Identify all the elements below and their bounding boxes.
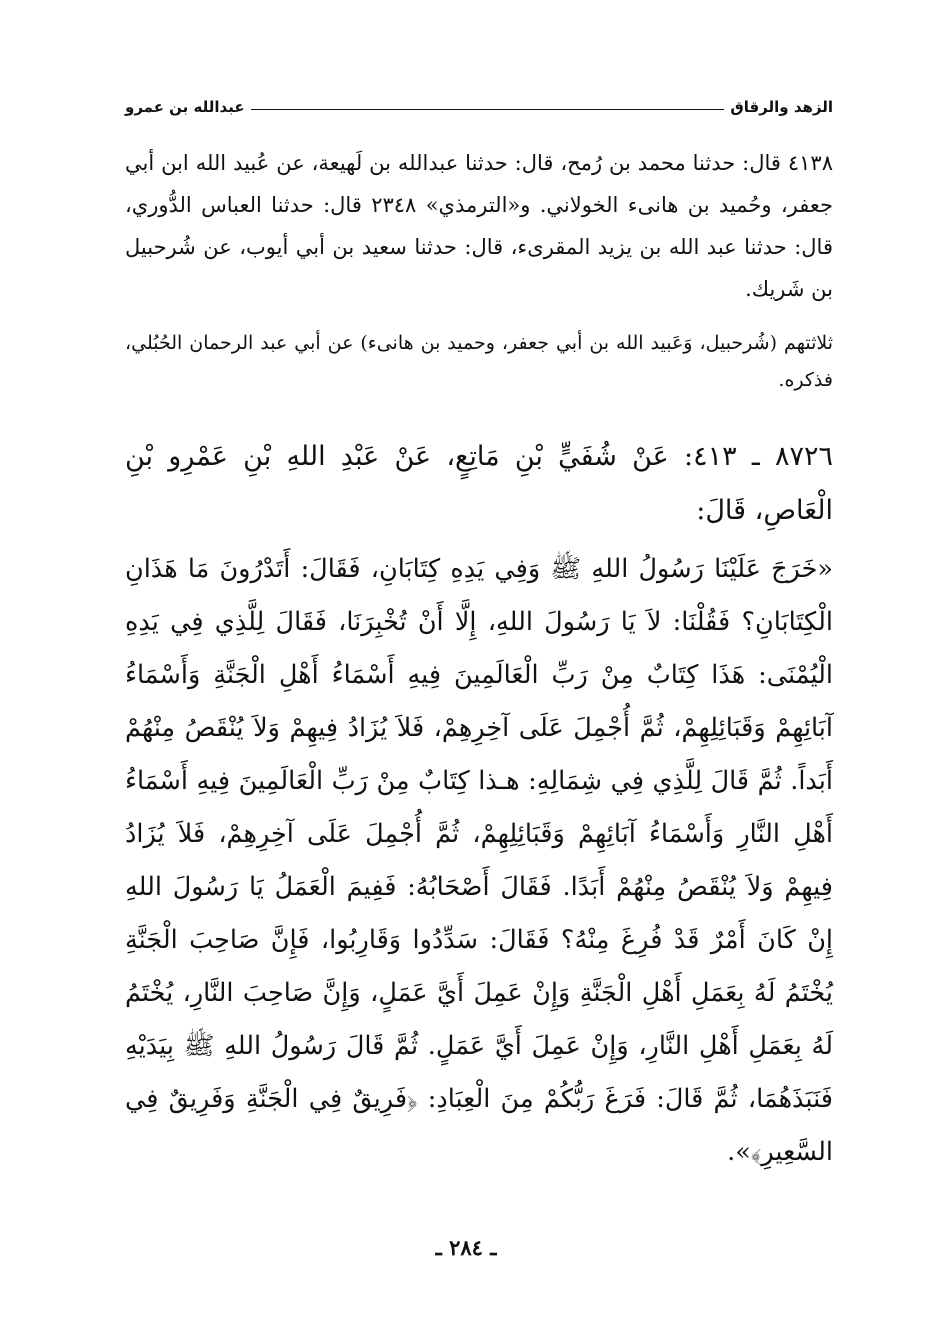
isnad-note-paragraph	[125, 325, 833, 399]
running-header	[125, 88, 833, 116]
header-chapter-title: الزهد والرقاق	[730, 98, 833, 116]
hadith-body-text: «خَرَجَ عَلَيْنَا رَسُولُ اللهِ ﷺ وَفِي يَدِهِ كِتَابَانِ، فَقَالَ: أَتَدْرُونَ مَا هَذَانِ الْكِتَابَانِ؟ فَقُلْنَا: لاَ يَا رَسُولَ اللهِ، إِلَّا أَنْ تُخْبِرَنَا، فَقَالَ لِلَّذِي فِي يَدِهِ الْيُمْنَى: هَذَا كِتَابٌ مِنْ رَبِّ الْعَالَمِينَ فِيهِ أَسْمَاءُ أَهْلِ الْجَنَّةِ وَأَسْمَاءُ آبَائِهِمْ وَقَبَائِلِهِمْ، ثُمَّ أُجْمِلَ عَلَى آخِرِهِمْ، فَلاَ يُزَادُ فِيهِمْ وَلاَ يُنْقَصُ مِنْهُمْ أَبَداً. ثُمَّ قَالَ لِلَّذِي فِي شِمَالِهِ: هـذا كِتَابٌ مِنْ رَبِّ الْعَالَمِينَ فِيهِ أَسْمَاءُ أَهْلِ النَّارِ وَأَسْمَاءُ آبَائِهِمْ وَقَبَائِلِهِمْ، ثُمَّ أُجْمِلَ عَلَى آخِرِهِمْ، فَلاَ يُزَادُ فِيهِمْ وَلاَ يُنْقَصُ مِنْهُمْ أَبَدًا. فَقَالَ أَصْحَابُهُ: فَفِيمَ الْعَمَلُ يَا رَسُولَ اللهِ إِنْ كَانَ أَمْرٌ قَدْ فُرِغَ مِنْهُ؟ فَقَالَ: سَدِّدُوا وَقَارِبُوا، فَإِنَّ صَاحِبَ الْجَنَّةِ يُخْتَمُ لَهُ بِعَمَلِ أَهْلِ الْجَنَّةِ وَإِنْ عَمِلَ أَيَّ عَمَلٍ، وَإِنَّ صَاحِبَ النَّارِ، يُخْتَمُ لَهُ بِعَمَلِ أَهْلِ النَّارِ، وَإِنْ عَمِلَ أَيَّ عَمَلٍ. ثُمَّ قَالَ رَسُولُ اللهِ ﷺ بِيَدَيْهِ فَنَبَذَهُمَا، ثُمَّ قَالَ: فَرَغَ رَبُّكُمْ مِنَ الْعِبَادِ: ﴿فَرِيقٌ فِي الْجَنَّةِ وَفَرِيقٌ فِي السَّعِيرِ﴾».	[125, 554, 833, 1167]
header-section-title: عبدالله بن عمرو	[125, 98, 245, 116]
hadith-heading	[125, 430, 833, 538]
header-rule	[251, 109, 725, 110]
isnad-text: ٤١٣٨ قال: حدثنا محمد بن رُمح، قال: حدثنا عبدالله بن لَهيعة، عن عُبيد الله ابن أبي جعفر، وحُميد بن هانىء الخولاني. و«الترمذي» ٢٣٤٨ قال: حدثنا العباس الدُّوري، قال: حدثنا عبد الله بن يزيد المقرىء، قال: حدثنا سعيد بن أبي أيوب، عن شُرحبيل بن شَريك.	[125, 151, 833, 301]
isnad-paragraph	[125, 142, 833, 310]
hadith-body	[125, 543, 833, 1179]
hadith-heading-text: ٨٧٢٦ ـ ٤١٣: عَنْ شُفَيٍّ بْنِ مَاتِعٍ، عَنْ عَبْدِ اللهِ بْنِ عَمْرِو بْنِ الْعَاصِ، قَالَ:	[125, 441, 833, 526]
isnad-note-text: ثلاثتهم (شُرحبيل، وَعَبيد الله بن أبي جعفر، وحميد بن هانىء) عن أبي عبد الرحمان الحُبُلي، فذكره.	[125, 332, 833, 391]
page-number: ـ ٢٨٤ ـ	[435, 1235, 497, 1260]
